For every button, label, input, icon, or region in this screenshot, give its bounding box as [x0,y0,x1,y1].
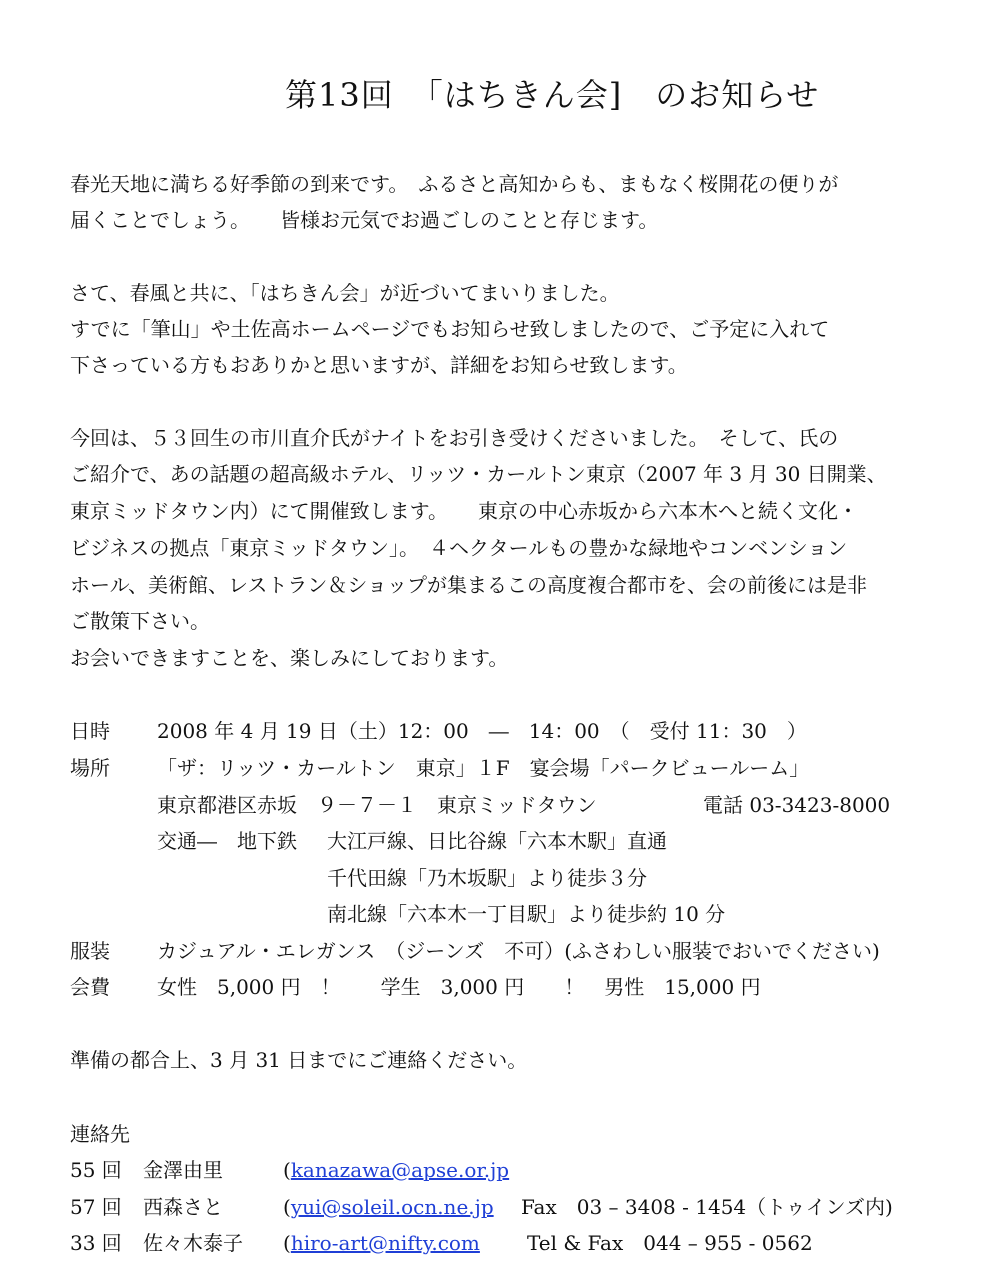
contact-tel-fax: Tel & Fax 044 – 955 - 0562 [527,1231,813,1255]
contacts-heading: 連絡先 [70,1122,130,1146]
venue-line-3: 東京ミッドタウン内）にて開催致します。 東京の中心赤坂から六本木へと続く文化・ [70,499,858,523]
contact-name: 佐々木泰子 [143,1231,243,1255]
email-open-paren: ( [283,1231,291,1255]
venue-line-4: ビジネスの拠点「東京ミッドタウン」。 ４ヘクタールもの豊かな緑地やコンベンション [70,536,848,560]
contact-email-link[interactable]: yui@soleil.ocn.ne.jp [290,1195,494,1219]
phone: 電話 03-3423-8000 [703,793,891,817]
contact-email-link[interactable]: hiro-art@nifty.com [290,1231,480,1255]
intro-line-3: 下さっている方もおありかと思いますが、詳細をお知らせ致します。 [70,353,688,377]
email-open-paren: ( [283,1158,291,1182]
address: 東京都港区赤坂 ９－７－１ 東京ミッドタウン [157,793,597,817]
transport-line-3: 南北線「六本木一丁目駅」より徒歩約 10 分 [327,902,726,926]
venue-line-5: ホール、美術館、レストラン＆ショップが集まるこの高度複合都市を、会の前後には是非 [70,573,867,597]
greeting-line-2: 届くことでしょう。 皆様お元気でお過ごしのことと存じます。 [70,208,659,232]
venue-line-2: ご紹介で、あの話題の超高級ホテル、リッツ・カールトン東京（2007 年 3 月 30 日開業、 [70,462,887,486]
page-title: 第13回 「はちきん会] のお知らせ [285,76,820,114]
contact-name: 金澤由里 [143,1158,223,1182]
intro-line-2: すでに「筆山」や土佐高ホームページでもお知らせ致しましたので、ご予定に入れて [70,317,830,341]
contact-class: 55 回 [70,1158,122,1182]
transport-line-2: 千代田線「乃木坂駅」より徒歩３分 [327,866,647,890]
contact-fax: Fax 03 – 3408 - 1454（トゥインズ内) [521,1195,893,1219]
contact-email [283,1193,494,1221]
datetime-value: 2008 年 4 月 19 日（土）12：00 ― 14：00 （ 受付 11：30 ） [157,719,807,743]
contact-email [283,1229,480,1257]
deadline-note: 準備の都合上、3 月 31 日までにご連絡ください。 [70,1048,528,1072]
greeting-line-1: 春光天地に満ちる好季節の到来です。 ふるさと高知からも、まもなく桜開花の便りが [70,172,839,196]
transport-label: 交通― 地下鉄 [157,829,297,853]
contact-email-link[interactable]: kanazawa@apse.or.jp [290,1158,510,1182]
datetime-label: 日時 [70,719,110,743]
contact-class: 33 回 [70,1231,122,1255]
fee-label: 会費 [70,975,110,999]
venue-line-1: 今回は、５３回生の市川直介氏がナイトをお引き受けくださいました。 そして、氏の [70,426,839,450]
dress-label: 服装 [70,939,110,963]
place-value: 「ザ：リッツ・カールトン 東京」１F 宴会場「パークビュールーム」 [157,756,810,780]
dress-value: カジュアル・エレガンス （ジーンズ 不可）(ふさわしい服装でおいでください) [157,939,880,963]
venue-line-7: お会いできますことを、楽しみにしております。 [70,646,509,670]
transport-line-1: 大江戸線、日比谷線「六本木駅」直通 [327,829,667,853]
contact-name: 西森さと [143,1195,223,1219]
contact-class: 57 回 [70,1195,122,1219]
contact-email [283,1156,509,1184]
email-open-paren: ( [283,1195,291,1219]
intro-line-1: さて、春風と共に、「はちきん会」が近づいてまいりました。 [70,281,620,305]
venue-line-6: ご散策下さい。 [70,609,210,633]
place-label: 場所 [70,756,110,780]
fee-value: 女性 5,000 円 ！ 学生 3,000 円 ！ 男性 15,000 円 [157,975,761,999]
